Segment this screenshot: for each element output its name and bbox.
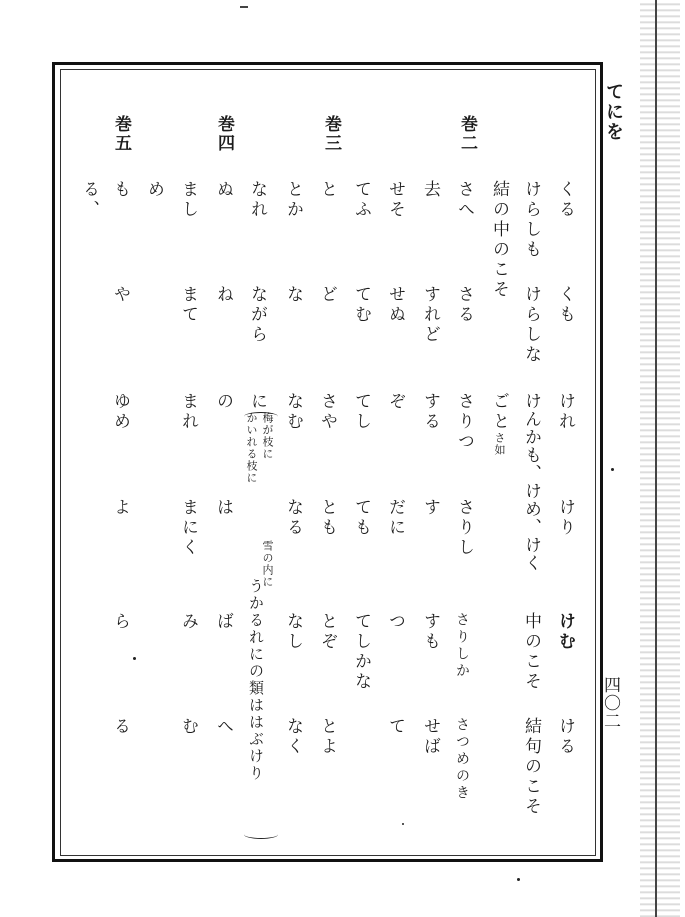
entry-keru: ける bbox=[555, 717, 575, 757]
entry-mi: み bbox=[178, 612, 198, 632]
note-kaireru: かいれる枝に bbox=[245, 412, 258, 484]
entry-na: な bbox=[283, 285, 303, 305]
entry-nashi: なし bbox=[283, 612, 303, 652]
entry-sahe: さへ bbox=[454, 180, 474, 220]
entry-kemu: けむ bbox=[555, 612, 575, 652]
note-bracket-close bbox=[244, 830, 278, 839]
entry-kekku-koso: 結句のこそ bbox=[521, 717, 541, 817]
entry-kumo: くも bbox=[555, 285, 575, 325]
volume-label-5: 巻五 bbox=[111, 115, 131, 153]
entry-zo: ぞ bbox=[385, 392, 405, 412]
scan-mark-top bbox=[240, 6, 248, 8]
entry-saritsu: さりつ bbox=[454, 392, 474, 452]
scan-speck bbox=[402, 823, 404, 825]
entry-mo: も bbox=[110, 180, 130, 200]
volume-label-4: 巻四 bbox=[214, 115, 234, 153]
note-rui-habukeri: うかるれにの類ははぶけり bbox=[247, 578, 265, 782]
entry-sarishika: さりしか bbox=[454, 612, 470, 680]
entry-temu: てむ bbox=[351, 285, 371, 325]
entry-saru: さる bbox=[454, 285, 474, 325]
entry-teshi: てし bbox=[351, 392, 371, 432]
entry-mate: まて bbox=[178, 285, 198, 325]
entry-ru: る bbox=[110, 717, 130, 737]
entry-ba: ば bbox=[213, 612, 233, 632]
entry-ne: ね bbox=[213, 285, 233, 305]
entry-nu: ぬ bbox=[213, 180, 233, 200]
page-number: 四〇二 bbox=[600, 676, 620, 730]
entry-te: て bbox=[385, 717, 405, 737]
note-bracket-open bbox=[244, 412, 278, 421]
entry-kenkamo: けんかも、けめ、けく bbox=[521, 392, 541, 572]
entry-ra: ら bbox=[110, 612, 130, 632]
entry-namu: なむ bbox=[283, 392, 303, 432]
entry-tsu: つ bbox=[385, 612, 405, 632]
entry-do: ど bbox=[317, 285, 337, 305]
entry-ru-comma: る、 bbox=[79, 180, 99, 220]
volume-label-2: 巻二 bbox=[457, 115, 477, 153]
entry-naka-koso: 中のこそ bbox=[521, 612, 541, 692]
entry-satsumenosa: さつめのき bbox=[454, 717, 470, 802]
entry-sumo: すも bbox=[420, 612, 440, 652]
scan-edge-noise bbox=[640, 0, 680, 917]
entry-manikuku: まにく bbox=[178, 498, 198, 558]
entry-to: と bbox=[317, 180, 337, 200]
entry-tefu: てふ bbox=[351, 180, 371, 220]
scan-speck bbox=[517, 878, 520, 881]
entry-naku: なく bbox=[283, 717, 303, 757]
entry-su: す bbox=[420, 498, 440, 518]
entry-suredo: すれど bbox=[420, 285, 440, 345]
scan-speck bbox=[611, 468, 614, 471]
note-yuki: 雪の内に bbox=[261, 540, 274, 588]
entry-gotoshi: ごと bbox=[489, 392, 509, 432]
entry-kerashimo: けらしも bbox=[521, 180, 541, 260]
entry-nare: なれ bbox=[247, 180, 267, 220]
entry-nagara: ながら bbox=[247, 285, 267, 345]
entry-senu: せぬ bbox=[385, 285, 405, 325]
entry-toka: とか bbox=[283, 180, 303, 220]
entry-dani: だに bbox=[385, 498, 405, 538]
entry-mu: む bbox=[178, 717, 198, 737]
volume-label-3: 巻三 bbox=[321, 115, 341, 153]
entry-teshikana: てしかな bbox=[351, 612, 371, 692]
entry-tomo: とも bbox=[317, 498, 337, 538]
entry-kyo: 去 bbox=[420, 180, 440, 200]
entry-gotoshi-note: さ如 bbox=[493, 432, 506, 456]
entry-saya: さや bbox=[317, 392, 337, 432]
entry-ni: に bbox=[247, 392, 267, 412]
entry-tozo: とぞ bbox=[317, 612, 337, 652]
entry-naru: なる bbox=[283, 498, 303, 538]
entry-mare: まれ bbox=[178, 392, 198, 432]
entry-keri: けり bbox=[555, 498, 575, 538]
entry-suru: する bbox=[420, 392, 440, 432]
entry-temo: ても bbox=[351, 498, 371, 538]
scan-edge-line bbox=[655, 0, 657, 917]
entry-kuru: くる bbox=[555, 180, 575, 220]
entry-he: へ bbox=[213, 717, 233, 737]
entry-ha: は bbox=[213, 498, 233, 518]
entry-musubi-naka: 結の中のこそ bbox=[489, 180, 509, 300]
entry-ya: や bbox=[110, 285, 130, 305]
running-header-title: てにを bbox=[603, 82, 624, 142]
entry-toyo: とよ bbox=[317, 717, 337, 757]
entry-seba: せば bbox=[420, 717, 440, 757]
entry-yume: ゆめ bbox=[110, 392, 130, 432]
entry-no: の bbox=[213, 392, 233, 412]
entry-yo: よ bbox=[110, 498, 130, 518]
note-umegae: 梅が枝に bbox=[261, 412, 274, 460]
entry-me: め bbox=[144, 180, 164, 200]
scan-speck bbox=[133, 657, 136, 660]
entry-mashi: まし bbox=[178, 180, 198, 220]
entry-sarishi: さりし bbox=[454, 498, 474, 558]
entry-kere: けれ bbox=[555, 392, 575, 432]
entry-kerashina: けらしな bbox=[521, 285, 541, 365]
entry-seso: せそ bbox=[385, 180, 405, 220]
